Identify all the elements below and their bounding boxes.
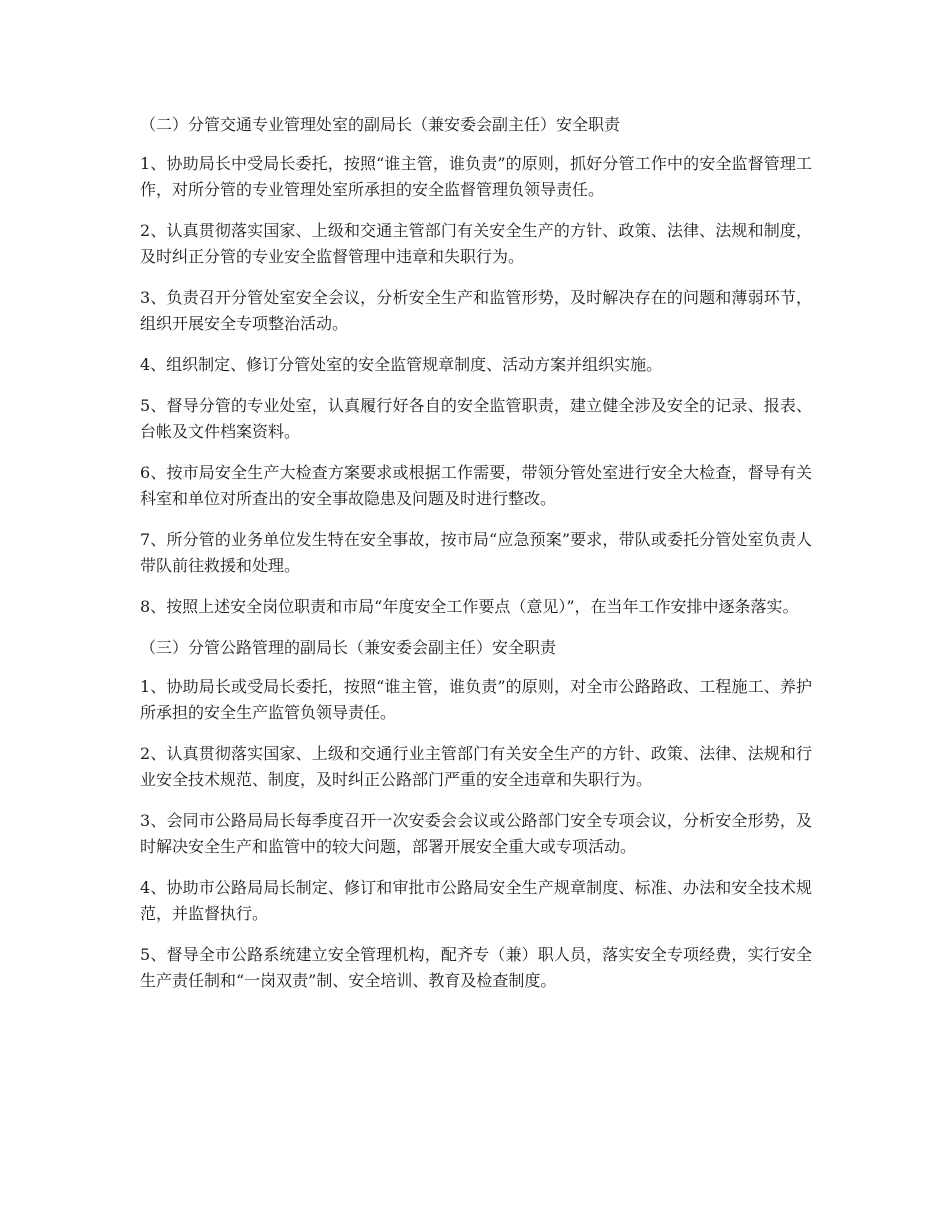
section-heading-3: （三）分管公路管理的副局长（兼安委会副主任）安全职责 bbox=[140, 638, 557, 657]
section-2-item-5: 5、督导分管的专业处室，认真履行好各自的安全监管职责，建立健全涉及安全的记录、报表、台帐及文件档案资料。 bbox=[140, 396, 812, 441]
document-page bbox=[140, 112, 812, 1009]
section-2-item-6: 6、按市局安全生产大检查方案要求或根据工作需要，带领分管处室进行安全大检查，督导有关科室和单位对所查出的安全事故隐患及问题及时进行整改。 bbox=[140, 463, 812, 508]
section-2-item-3: 3、负责召开分管处室安全会议，分析安全生产和监管形势，及时解决存在的问题和薄弱环节，组织开展安全专项整治活动。 bbox=[140, 288, 812, 333]
section-3-item-1: 1、协助局长或受局长委托，按照“谁主管，谁负责”的原则，对全市公路路政、工程施工、养护所承担的安全生产监管负领导责任。 bbox=[140, 677, 812, 722]
section-3-item-4: 4、协助市公路局局长制定、修订和审批市公路局安全生产规章制度、标准、办法和安全技术规范，并监督执行。 bbox=[140, 878, 812, 923]
section-2-item-4: 4、组织制定、修订分管处室的安全监管规章制度、活动方案并组织实施。 bbox=[140, 355, 663, 374]
section-2-item-1: 1、协助局长中受局长委托，按照“谁主管，谁负责”的原则，抓好分管工作中的安全监督管理工作，对所分管的专业管理处室所承担的安全监督管理负领导责任。 bbox=[140, 154, 812, 199]
section-3-item-2: 2、认真贯彻落实国家、上级和交通行业主管部门有关安全生产的方针、政策、法律、法规和行业安全技术规范、制度，及时纠正公路部门严重的安全违章和失职行为。 bbox=[140, 744, 812, 789]
section-2-item-2: 2、认真贯彻落实国家、上级和交通主管部门有关安全生产的方针、政策、法律、法规和制度，及时纠正分管的专业安全监督管理中违章和失职行为。 bbox=[140, 221, 812, 266]
section-2-item-8: 8、按照上述安全岗位职责和市局“年度安全工作要点（意见）”，在当年工作安排中逐条落实。 bbox=[140, 597, 799, 616]
section-2-item-7: 7、所分管的业务单位发生特在安全事故，按市局“应急预案”要求，带队或委托分管处室负责人带队前往救援和处理。 bbox=[140, 530, 812, 575]
section-3-item-5: 5、督导全市公路系统建立安全管理机构，配齐专（兼）职人员，落实安全专项经费，实行安全生产责任制和“一岗双责”制、安全培训、教育及检查制度。 bbox=[140, 945, 812, 990]
section-3-item-3: 3、会同市公路局局长每季度召开一次安委会会议或公路部门安全专项会议，分析安全形势，及时解决安全生产和监管中的较大问题，部署开展安全重大或专项活动。 bbox=[140, 811, 812, 856]
section-heading-2: （二）分管交通专业管理处室的副局长（兼安委会副主任）安全职责 bbox=[140, 115, 621, 134]
